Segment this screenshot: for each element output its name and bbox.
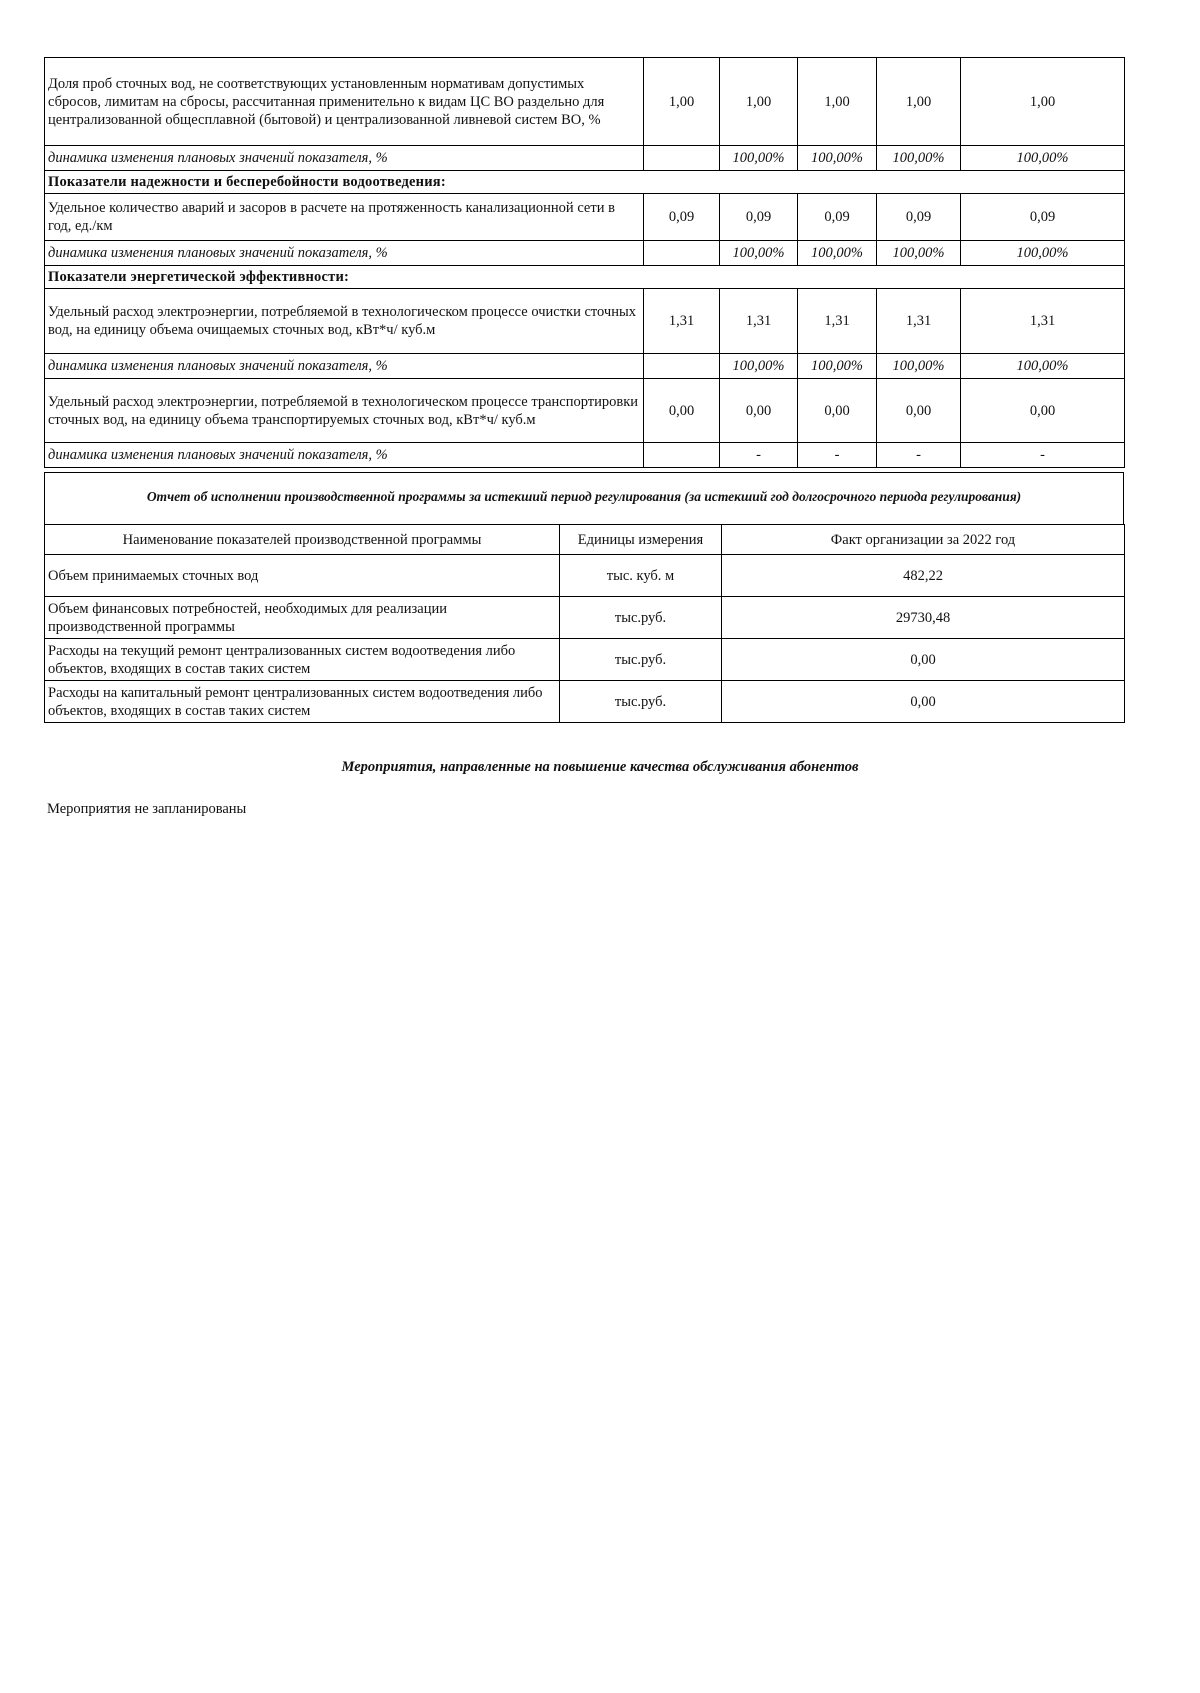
value-cell: 100,00% xyxy=(877,146,961,171)
dynamics-row xyxy=(45,443,1125,468)
value-cell: - xyxy=(877,443,961,468)
indicator-row xyxy=(45,194,1125,241)
section-row xyxy=(45,266,1125,289)
report-header-fact: Факт организации за 2022 год xyxy=(722,525,1125,555)
value-cell: 1,31 xyxy=(798,289,877,354)
report-row xyxy=(45,681,1125,723)
report-name-cell: Расходы на капитальный ремонт централизованных систем водоотведения либо объектов, входящих в состав таких систем xyxy=(45,681,560,723)
value-cell: 1,00 xyxy=(720,58,798,146)
indicator-name: Доля проб сточных вод, не соответствующих установленным нормативам допустимых сбросов, лимитам на сбросы, рассчитанная применительно к видам ЦС ВО раздельно для централизованной общесплавной (бытовой) и централизованной ливневой систем ВО, % xyxy=(45,58,644,146)
report-unit-cell: тыс.руб. xyxy=(560,681,722,723)
value-cell: 100,00% xyxy=(961,241,1125,266)
value-cell: 0,00 xyxy=(644,379,720,443)
value-cell: 1,00 xyxy=(877,58,961,146)
value-cell: 100,00% xyxy=(961,354,1125,379)
report-name-cell: Расходы на текущий ремонт централизованных систем водоотведения либо объектов, входящих в состав таких систем xyxy=(45,639,560,681)
value-cell: 100,00% xyxy=(798,241,877,266)
section-title: Показатели энергетической эффективности: xyxy=(45,266,1125,289)
value-cell: 100,00% xyxy=(961,146,1125,171)
value-cell xyxy=(644,443,720,468)
report-header-row xyxy=(45,525,1125,555)
measures-title: Мероприятия, направленные на повышение качества обслуживания абонентов xyxy=(341,759,859,775)
value-cell: 1,31 xyxy=(720,289,798,354)
dynamics-label: динамика изменения плановых значений показателя, % xyxy=(45,146,644,171)
report-header-name: Наименование показателей производственной программы xyxy=(45,525,560,555)
section-row xyxy=(45,171,1125,194)
report-value-cell: 29730,48 xyxy=(722,597,1125,639)
value-cell: 0,09 xyxy=(720,194,798,241)
value-cell: 100,00% xyxy=(877,241,961,266)
value-cell: 0,00 xyxy=(877,379,961,443)
report-value-cell: 0,00 xyxy=(722,639,1125,681)
report-row xyxy=(45,555,1125,597)
dynamics-row xyxy=(45,354,1125,379)
value-cell: - xyxy=(961,443,1125,468)
value-cell: 0,00 xyxy=(720,379,798,443)
value-cell: - xyxy=(798,443,877,468)
report-row xyxy=(45,639,1125,681)
value-cell: 0,09 xyxy=(961,194,1125,241)
indicator-row xyxy=(45,289,1125,354)
value-cell: 1,31 xyxy=(644,289,720,354)
dynamics-row xyxy=(45,241,1125,266)
report-unit-cell: тыс.руб. xyxy=(560,639,722,681)
value-cell xyxy=(644,146,720,171)
report-value-cell: 0,00 xyxy=(722,681,1125,723)
value-cell: 0,00 xyxy=(798,379,877,443)
dynamics-row xyxy=(45,146,1125,171)
indicator-row xyxy=(45,379,1125,443)
report-value-cell: 482,22 xyxy=(722,555,1125,597)
value-cell: 100,00% xyxy=(720,354,798,379)
value-cell xyxy=(644,354,720,379)
report-unit-cell: тыс. куб. м xyxy=(560,555,722,597)
indicator-row xyxy=(45,58,1125,146)
value-cell: 0,09 xyxy=(644,194,720,241)
value-cell: 1,31 xyxy=(877,289,961,354)
value-cell: 1,31 xyxy=(961,289,1125,354)
report-name-cell: Объем финансовых потребностей, необходимых для реализации производственной программы xyxy=(45,597,560,639)
indicator-name: Удельное количество аварий и засоров в расчете на протяженность канализационной сети в год, ед./км xyxy=(45,194,644,241)
dynamics-label: динамика изменения плановых значений показателя, % xyxy=(45,443,644,468)
value-cell xyxy=(644,241,720,266)
indicator-name: Удельный расход электроэнергии, потребляемой в технологическом процессе очистки сточных вод, на единицу объема очищаемых сточных вод, кВт*ч/ куб.м xyxy=(45,289,644,354)
value-cell: 0,09 xyxy=(798,194,877,241)
value-cell: 1,00 xyxy=(644,58,720,146)
value-cell: 100,00% xyxy=(798,146,877,171)
value-cell: 1,00 xyxy=(798,58,877,146)
value-cell: 0,00 xyxy=(961,379,1125,443)
indicators-table xyxy=(44,57,1125,468)
report-header-unit: Единицы измерения xyxy=(560,525,722,555)
value-cell: - xyxy=(720,443,798,468)
report-unit-cell: тыс.руб. xyxy=(560,597,722,639)
value-cell: 100,00% xyxy=(877,354,961,379)
measures-text: Мероприятия не запланированы xyxy=(47,801,247,817)
report-title: Отчет об исполнении производственной программы за истекший период регулирования (за истекший год долгосрочного периода регулирования) xyxy=(44,472,1124,524)
value-cell: 0,09 xyxy=(877,194,961,241)
dynamics-label: динамика изменения плановых значений показателя, % xyxy=(45,354,644,379)
section-title: Показатели надежности и бесперебойности водоотведения: xyxy=(45,171,1125,194)
value-cell: 100,00% xyxy=(798,354,877,379)
report-name-cell: Объем принимаемых сточных вод xyxy=(45,555,560,597)
indicator-name: Удельный расход электроэнергии, потребляемой в технологическом процессе транспортировки сточных вод, на единицу объема транспортируемых сточных вод, кВт*ч/ куб.м xyxy=(45,379,644,443)
value-cell: 100,00% xyxy=(720,241,798,266)
dynamics-label: динамика изменения плановых значений показателя, % xyxy=(45,241,644,266)
value-cell: 100,00% xyxy=(720,146,798,171)
value-cell: 1,00 xyxy=(961,58,1125,146)
report-table xyxy=(44,524,1125,723)
report-row xyxy=(45,597,1125,639)
